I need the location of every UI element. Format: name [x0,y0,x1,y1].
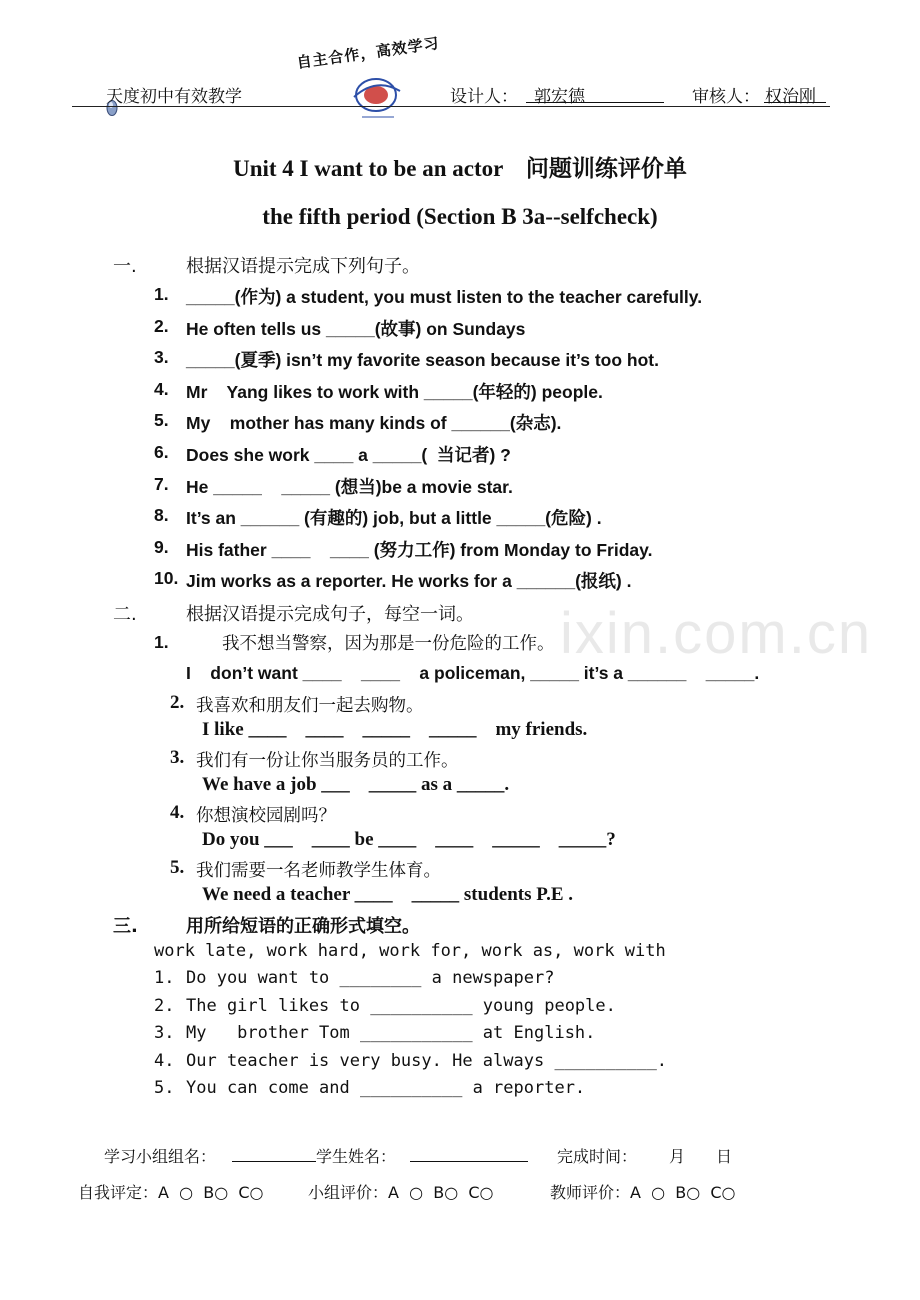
reviewer-name: 权治刚 [765,87,816,107]
item-number: 1. [154,284,169,304]
item-chinese: 我们需要一名老师教学生体育。 [196,861,441,881]
group-name-label: 学习小组组名： [104,1147,217,1166]
item-number: 3. [154,347,169,367]
item-number: 3. [170,747,185,768]
designer-name: 郭宏德 [534,87,585,107]
item-english: Do you ___ ____ be ____ ____ _____ _____? [202,829,616,850]
page-title: Unit 4 I want to be an actor 问题训练评价单 [233,156,687,181]
self-evaluation[interactable]: 自我评定：A ○ B○ C○ [78,1183,264,1202]
finish-time-label: 完成时间： [557,1147,638,1166]
item-number: 10. [154,568,179,588]
header-rule [72,106,830,107]
item-number: 2. [154,996,175,1016]
item-text: Mr Yang likes to work with _____(年轻的) people. [186,382,603,402]
item-number: 7. [154,474,169,494]
reviewer-label: 审核人： [692,87,760,107]
item-text: He _____ _____ (想当)be a movie star. [186,477,513,497]
item-text: My brother Tom ___________ at English. [186,1023,596,1043]
item-text: Do you want to ________ a newspaper? [186,968,555,988]
item-number: 6. [154,442,169,462]
day-label: 日 [716,1147,733,1166]
item-number: 4. [154,379,169,399]
student-name-label: 学生姓名： [316,1147,397,1166]
item-text: The girl likes to __________ young people. [186,996,616,1016]
logo [284,34,441,108]
section-1-heading: 根据汉语提示完成下列句子。 [186,256,420,277]
item-chinese: 我喜欢和朋友们一起去购物。 [196,696,424,716]
item-number: 8. [154,505,169,525]
item-text: It’s an ______ (有趣的) job, but a little _____(危险) . [186,508,602,528]
item-text: His father ____ ____ (努力工作) from Monday to Friday. [186,540,653,560]
item-english: We need a teacher ____ _____ students P.E . [202,884,574,905]
item-text: Our teacher is very busy. He always __________. [186,1051,668,1071]
item-english: We have a job ___ _____ as a _____. [202,774,510,795]
item-text: Jim works as a reporter. He works for a ______(报纸) . [186,571,632,591]
item-text: You can come and __________ a reporter. [186,1078,586,1098]
item-chinese: 我们有一份让你当服务员的工作。 [196,751,459,771]
school-name: 天度初中有效教学 [106,87,242,107]
reviewer-underline [764,102,826,103]
logo-text: 自主合作，高效学习 [295,34,441,72]
designer-underline [526,102,664,103]
item-text: My mother has many kinds of ______(杂志). [186,413,562,433]
item-english: I don’t want ____ ____ a policeman, _____ it’s a ______ _____. [186,663,760,683]
month-label: 月 [669,1147,686,1166]
item-number: 9. [154,537,169,557]
group-name-field[interactable] [232,1161,316,1162]
section-1-number: 一. [113,256,137,277]
item-text: Does she work ____ a _____( 当记者) ? [186,445,511,465]
section-2-number: 二. [113,604,137,625]
section-3-number: 三. [113,916,138,937]
section-3-heading: 用所给短语的正确形式填空。 [186,916,420,937]
item-number: 1. [154,632,169,652]
item-number: 5. [170,857,185,878]
item-number: 5. [154,410,169,430]
watermark: ixin.com.cn [560,601,873,666]
item-number: 2. [154,316,169,336]
item-text: He often tells us _____(故事) on Sundays [186,319,526,339]
section-2-heading: 根据汉语提示完成句子，每空一词。 [186,604,474,625]
item-number: 2. [170,692,185,713]
item-chinese: 我不想当警察，因为那是一份危险的工作。 [222,634,555,654]
item-number: 3. [154,1023,175,1043]
phrase-bank: work late, work hard, work for, work as, work with [154,941,666,961]
item-number: 1. [154,968,175,988]
item-number: 4. [154,1051,175,1071]
page-subtitle: the fifth period (Section B 3a--selfcheck) [262,204,658,229]
item-number: 5. [154,1078,175,1098]
item-english: I like ____ ____ _____ _____ my friends. [202,719,588,740]
group-evaluation[interactable]: 小组评价：A ○ B○ C○ [308,1183,494,1202]
item-text: _____(作为) a student, you must listen to the teacher carefully. [186,287,703,307]
item-text: _____(夏季) isn’t my favorite season because it’s too hot. [186,350,659,370]
student-name-field[interactable] [410,1161,528,1162]
item-chinese: 你想演校园剧吗？ [196,806,336,826]
teacher-evaluation[interactable]: 教师评价：A ○ B○ C○ [550,1183,736,1202]
item-number: 4. [170,802,185,823]
designer-label: 设计人： [450,87,518,107]
